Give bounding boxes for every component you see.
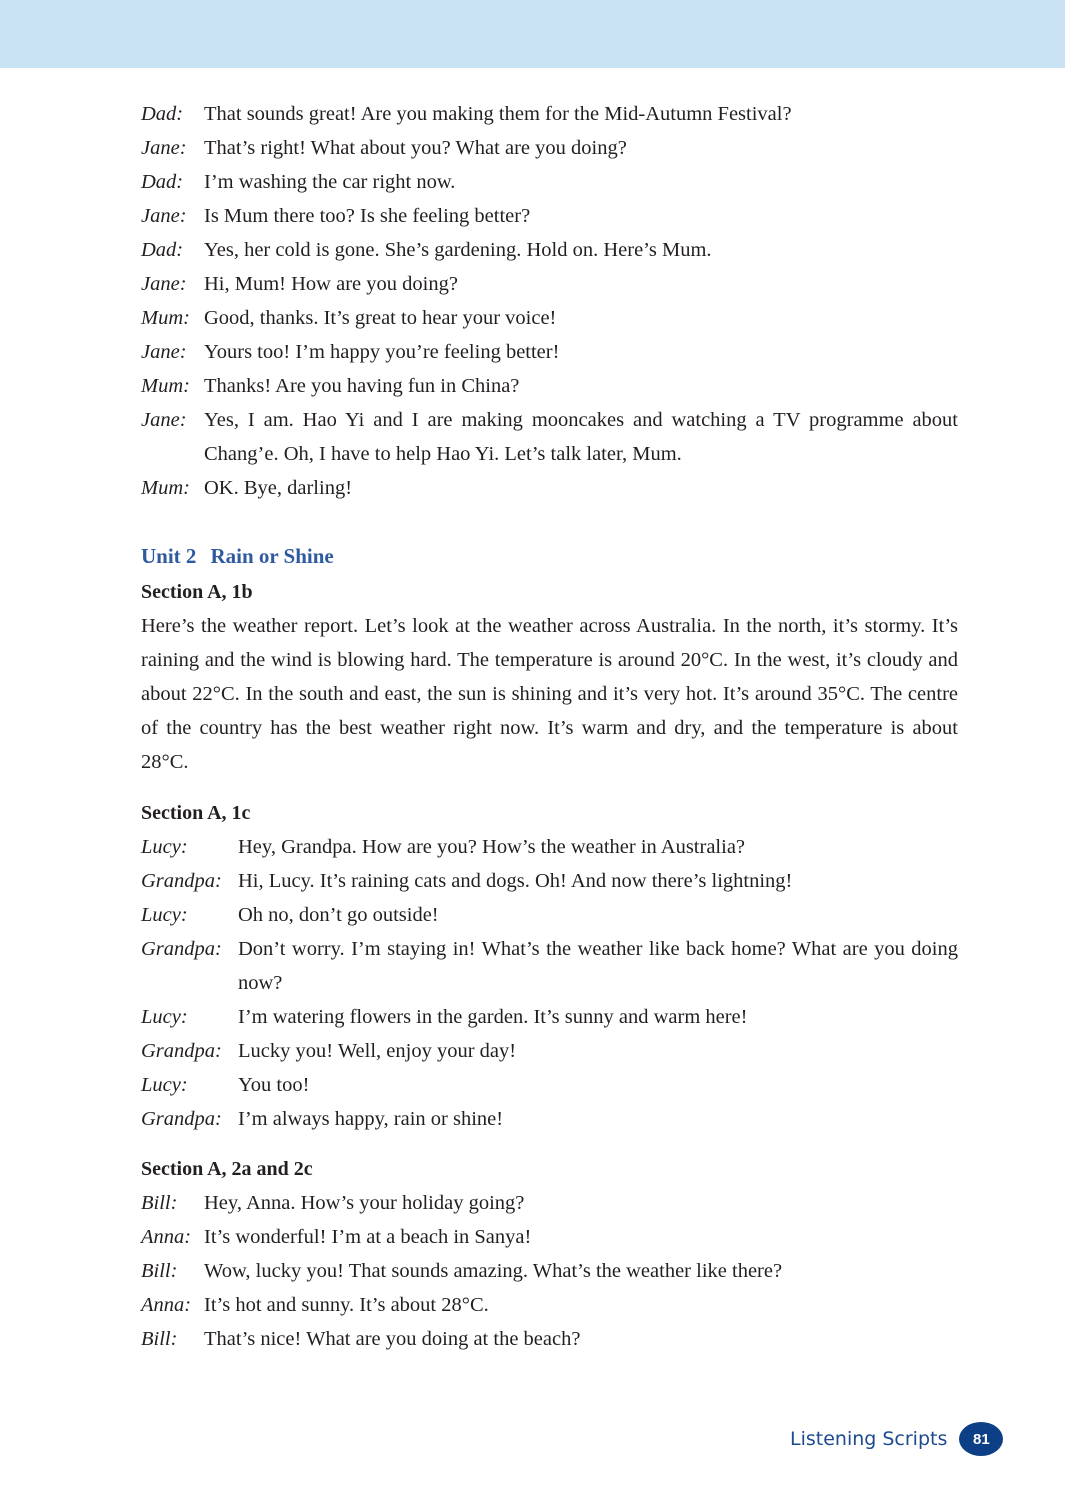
- speaker-name: Grandpa:: [141, 938, 222, 960]
- section-2a: [141, 1152, 958, 1356]
- speaker-name: Bill:: [141, 1328, 178, 1350]
- dialogue-line: [141, 864, 958, 898]
- section-1c: [141, 796, 958, 1136]
- speaker-name: Jane:: [141, 409, 187, 431]
- dialogue-line: [141, 335, 958, 369]
- dialogue-line: [141, 830, 958, 864]
- dialogue-line: [141, 165, 958, 199]
- unit-section: [141, 539, 958, 779]
- dialogue-line: [141, 471, 958, 505]
- line-text: Oh no, don’t go outside!: [238, 904, 439, 926]
- line-text: That’s nice! What are you doing at the beach?: [204, 1328, 581, 1350]
- unit-title: Rain or Shine: [210, 544, 334, 568]
- line-text: Is Mum there too? Is she feeling better?: [204, 205, 531, 227]
- speaker-name: Mum:: [141, 307, 190, 329]
- speaker-name: Dad:: [141, 239, 184, 261]
- line-text: It’s hot and sunny. It’s about 28°C.: [204, 1294, 489, 1316]
- dialogue-line: [141, 97, 958, 131]
- dialogue-2a: [141, 1186, 958, 1356]
- line-text: Hi, Lucy. It’s raining cats and dogs. Oh! And now there’s lightning!: [238, 870, 793, 892]
- speaker-name: Lucy:: [141, 904, 188, 926]
- line-text: Yes, her cold is gone. She’s gardening. Hold on. Here’s Mum.: [204, 239, 712, 261]
- line-text: Hey, Grandpa. How are you? How’s the weather in Australia?: [238, 836, 746, 858]
- speaker-name: Lucy:: [141, 1006, 188, 1028]
- speaker-name: Lucy:: [141, 1074, 188, 1096]
- dialogue-line: [141, 1068, 958, 1102]
- dialogue-line: [141, 1254, 958, 1288]
- line-text: Thanks! Are you having fun in China?: [204, 375, 520, 397]
- line-text: Hi, Mum! How are you doing?: [204, 273, 458, 295]
- unit-number: Unit 2: [141, 544, 197, 568]
- dialogue-line: [141, 233, 958, 267]
- line-text: Lucky you! Well, enjoy your day!: [238, 1040, 517, 1062]
- speaker-name: Bill:: [141, 1192, 178, 1214]
- speaker-name: Mum:: [141, 477, 190, 499]
- line-text: You too!: [238, 1074, 310, 1096]
- line-text: Yours too! I’m happy you’re feeling better!: [204, 341, 560, 363]
- header-band: [0, 0, 1065, 68]
- dialogue-line: [141, 369, 958, 403]
- section-heading: Section A, 1c: [141, 802, 251, 824]
- line-text: It’s wonderful! I’m at a beach in Sanya!: [204, 1226, 532, 1248]
- line-text: I’m watering flowers in the garden. It’s sunny and warm here!: [238, 1006, 748, 1028]
- line-text: Wow, lucky you! That sounds amazing. What’s the weather like there?: [204, 1260, 783, 1282]
- dialogue-line: [141, 1034, 958, 1068]
- speaker-name: Mum:: [141, 375, 190, 397]
- section-heading: Section A, 1b: [141, 581, 253, 603]
- dialogue-line: [141, 1102, 958, 1136]
- dialogue-line: [141, 1220, 958, 1254]
- dialogue-1: [141, 97, 958, 505]
- speaker-name: Anna:: [141, 1294, 192, 1316]
- line-text: That’s right! What about you? What are you doing?: [204, 137, 627, 159]
- dialogue-line: [141, 267, 958, 301]
- page-number: 81: [959, 1422, 1003, 1456]
- dialogue-line: [141, 1000, 958, 1034]
- speaker-name: Lucy:: [141, 836, 188, 858]
- line-text: Hey, Anna. How’s your holiday going?: [204, 1192, 525, 1214]
- speaker-name: Bill:: [141, 1260, 178, 1282]
- dialogue-line: [141, 1186, 958, 1220]
- dialogue-line: [141, 898, 958, 932]
- line-text: I’m washing the car right now.: [204, 171, 456, 193]
- dialogue-line: [141, 301, 958, 335]
- line-text: Don’t worry. I’m staying in! What’s the weather like back home? What are you doing now?: [238, 938, 958, 994]
- speaker-name: Jane:: [141, 273, 187, 295]
- dialogue-line: [141, 1288, 958, 1322]
- speaker-name: Grandpa:: [141, 870, 222, 892]
- speaker-name: Jane:: [141, 137, 187, 159]
- speaker-name: Grandpa:: [141, 1108, 222, 1130]
- line-text: Good, thanks. It’s great to hear your voice!: [204, 307, 557, 329]
- dialogue-line: [141, 932, 958, 1000]
- speaker-name: Grandpa:: [141, 1040, 222, 1062]
- speaker-name: Dad:: [141, 103, 184, 125]
- line-text: Yes, I am. Hao Yi and I are making mooncakes and watching a TV programme about Chang’e. Oh, I have to help Hao Yi. Let’s talk later, Mum.: [204, 409, 958, 465]
- dialogue-1c: [141, 830, 958, 1136]
- line-text: That sounds great! Are you making them for the Mid-Autumn Festival?: [204, 103, 792, 125]
- footer-title: Listening Scripts: [790, 1428, 948, 1450]
- speaker-name: Jane:: [141, 341, 187, 363]
- speaker-name: Jane:: [141, 205, 187, 227]
- dialogue-line: [141, 131, 958, 165]
- dialogue-line: [141, 1322, 958, 1356]
- speaker-name: Dad:: [141, 171, 184, 193]
- line-text: OK. Bye, darling!: [204, 477, 353, 499]
- dialogue-line: [141, 199, 958, 233]
- unit-heading: [141, 539, 958, 573]
- dialogue-line: [141, 403, 958, 471]
- weather-report-text: Here’s the weather report. Let’s look at the weather across Australia. In the north, it’s stormy. It’s raining and the wind is blowing hard. The temperature is around 20°C. In the west, it’s cloudy and about 22°C. In the south and east, the sun is shining and it’s very hot. It’s around 35°C. The centre of the country has the best weather right now. It’s warm and dry, and the temperature is about 28°C.: [141, 615, 958, 773]
- section-heading: Section A, 2a and 2c: [141, 1158, 313, 1180]
- speaker-name: Anna:: [141, 1226, 192, 1248]
- page-footer: [790, 1422, 1003, 1456]
- line-text: I’m always happy, rain or shine!: [238, 1108, 504, 1130]
